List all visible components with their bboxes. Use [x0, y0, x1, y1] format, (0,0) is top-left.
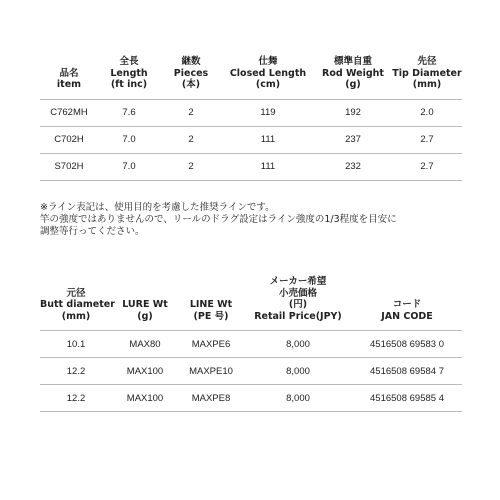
header-line-wt: LINE Wt (PE 号): [189, 299, 233, 322]
cell-butt-diameter: 12.2: [40, 385, 112, 412]
table-row: [40, 126, 462, 153]
cell-rod-weight: 192: [314, 99, 392, 126]
cell-item: C762MH: [40, 99, 98, 126]
cell-lure-wt: MAX80: [112, 331, 178, 358]
header-retail-price: メーカー希望 小売価格 (円) Retail Price(JPY): [254, 276, 342, 322]
cell-length: 7.0: [98, 126, 160, 153]
note-line: 調整等行ってください。: [40, 226, 145, 237]
cell-pieces: 2: [160, 153, 222, 180]
notes: [40, 202, 480, 238]
header-butt-diameter: 元径 Butt diameter (mm): [40, 287, 115, 322]
cell-butt-diameter: 10.1: [40, 331, 112, 358]
cell-rod-weight: 232: [314, 153, 392, 180]
header-item: 品名 item: [56, 67, 82, 90]
cell-tip-diameter: 2.7: [392, 126, 462, 153]
header-jan-code: コード JAN CODE: [381, 299, 433, 322]
cell-jan-code: 4516508 69584 7: [352, 358, 462, 385]
spec-table-2: [40, 276, 462, 412]
cell-jan-code: 4516508 69585 4: [352, 385, 462, 412]
spec-table-1: [40, 56, 462, 181]
cell-lure-wt: MAX100: [112, 385, 178, 412]
cell-retail-price: 8,000: [244, 385, 352, 412]
cell-pieces: 2: [160, 99, 222, 126]
cell-rod-weight: 237: [314, 126, 392, 153]
header-row: [40, 276, 462, 331]
header-lure-wt: LURE Wt (g): [122, 299, 168, 322]
table-row: [40, 153, 462, 180]
cell-butt-diameter: 12.2: [40, 358, 112, 385]
cell-item: C702H: [40, 126, 98, 153]
cell-jan-code: 4516508 69583 0: [352, 331, 462, 358]
header-length: 全長 Length (ft inc): [110, 56, 148, 90]
cell-pieces: 2: [160, 126, 222, 153]
table-row: [40, 331, 462, 358]
header-rod-weight: 標準自重 Rod Weight (g): [322, 56, 384, 90]
cell-line-wt: MAXPE10: [178, 358, 244, 385]
cell-retail-price: 8,000: [244, 358, 352, 385]
note-line: ※ライン表記は、使用目的を考慮した推奨ラインです。: [40, 202, 275, 213]
cell-closed-length: 111: [222, 153, 314, 180]
cell-tip-diameter: 2.7: [392, 153, 462, 180]
cell-tip-diameter: 2.0: [392, 99, 462, 126]
header-tip-diameter: 先径 Tip Diameter (mm): [392, 56, 462, 90]
table-row: [40, 385, 462, 412]
cell-line-wt: MAXPE8: [178, 385, 244, 412]
table-row: [40, 358, 462, 385]
cell-item: S702H: [40, 153, 98, 180]
cell-line-wt: MAXPE6: [178, 331, 244, 358]
header-row: [40, 56, 462, 99]
header-pieces: 継数 Pieces (本): [173, 56, 209, 90]
cell-closed-length: 119: [222, 99, 314, 126]
cell-length: 7.0: [98, 153, 160, 180]
cell-length: 7.6: [98, 99, 160, 126]
note-line: 竿の強度ではありませんので、リールのドラグ設定はライン強度の1/3程度を目安に: [40, 214, 397, 225]
table-row: [40, 99, 462, 126]
header-closed-length: 仕舞 Closed Length (cm): [229, 56, 307, 90]
cell-retail-price: 8,000: [244, 331, 352, 358]
cell-lure-wt: MAX100: [112, 358, 178, 385]
cell-closed-length: 111: [222, 126, 314, 153]
